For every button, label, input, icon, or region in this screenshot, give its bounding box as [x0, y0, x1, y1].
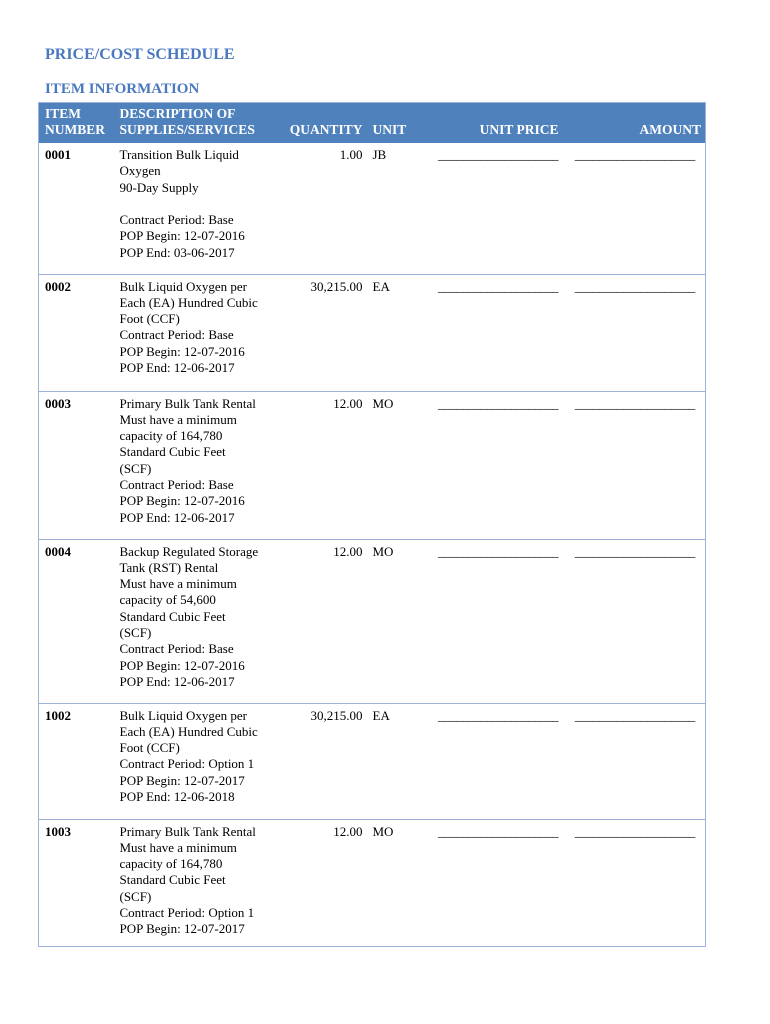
- item-unit: MO: [367, 539, 422, 703]
- amount-blank[interactable]: ____________________: [563, 539, 706, 703]
- item-unit: JB: [367, 143, 422, 274]
- item-number: 1002: [39, 703, 114, 819]
- item-number: 0001: [39, 143, 114, 274]
- unit-price-blank[interactable]: ____________________: [432, 143, 563, 274]
- table-row: [39, 703, 706, 819]
- table-row: [39, 143, 706, 274]
- table-row: [39, 274, 706, 391]
- table-row: [39, 819, 706, 946]
- unit-price-blank[interactable]: ____________________: [432, 391, 563, 539]
- header-amount: AMOUNT: [563, 103, 706, 144]
- item-unit: MO: [372, 823, 394, 839]
- item-quantity: 12.00: [333, 823, 363, 839]
- item-description: Primary Bulk Tank Rental Must have a minimum capacity of 164,780 Standard Cubic Feet (SCF) Contract Period: Base POP Begin: 12-07-2016 POP End: 12-06-2017: [114, 391, 279, 539]
- item-unit: EA: [367, 703, 422, 819]
- item-description: Backup Regulated Storage Tank (RST) Rental Must have a minimum capacity of 54,600 Standard Cubic Feet (SCF) Contract Period: Base POP Begin: 12-07-2016 POP End: 12-06-2017: [114, 539, 279, 703]
- amount-blank[interactable]: ____________________: [563, 143, 706, 274]
- item-quantity: 12.00: [279, 539, 367, 703]
- unit-price-blank[interactable]: ____________________: [432, 539, 563, 703]
- header-unit: UNIT: [367, 103, 422, 144]
- header-description: DESCRIPTION OF SUPPLIES/SERVICES: [114, 103, 279, 144]
- item-number: 1003: [45, 823, 71, 839]
- price-schedule-table: [38, 102, 706, 947]
- table-row: [39, 391, 706, 539]
- table-header-row: [39, 103, 706, 144]
- item-number: 0004: [39, 539, 114, 703]
- header-unit-price: UNIT PRICE: [432, 103, 563, 144]
- unit-price-blank[interactable]: ____________________: [438, 823, 558, 839]
- item-quantity: 1.00: [279, 143, 367, 274]
- item-quantity: 30,215.00: [279, 703, 367, 819]
- page-title: PRICE/COST SCHEDULE: [45, 46, 235, 63]
- item-number: 0003: [39, 391, 114, 539]
- amount-blank[interactable]: ____________________: [563, 391, 706, 539]
- item-description: Primary Bulk Tank Rental Must have a minimum capacity of 164,780 Standard Cubic Feet (SCF) Contract Period: Option 1 POP Begin: 12-07-2017: [119, 823, 256, 937]
- item-quantity: 12.00: [279, 391, 367, 539]
- item-quantity: 30,215.00: [279, 274, 367, 391]
- item-description: Bulk Liquid Oxygen per Each (EA) Hundred Cubic Foot (CCF) Contract Period: Option 1 POP Begin: 12-07-2017 POP End: 12-06-2018: [114, 703, 279, 819]
- header-quantity: QUANTITY: [279, 103, 367, 144]
- item-number: 0002: [39, 274, 114, 391]
- item-description: Bulk Liquid Oxygen per Each (EA) Hundred Cubic Foot (CCF) Contract Period: Base POP Begin: 12-07-2016 POP End: 12-06-2017: [114, 274, 279, 391]
- item-description: Transition Bulk Liquid Oxygen 90-Day Supply Contract Period: Base POP Begin: 12-07-2016 POP End: 03-06-2017: [114, 143, 279, 274]
- unit-price-blank[interactable]: ____________________: [432, 703, 563, 819]
- item-unit: EA: [367, 274, 422, 391]
- unit-price-blank[interactable]: ____________________: [432, 274, 563, 391]
- amount-blank[interactable]: ____________________: [574, 823, 695, 839]
- amount-blank[interactable]: ____________________: [563, 274, 706, 391]
- header-item-number: ITEM NUMBER: [39, 103, 114, 144]
- table-row: [39, 539, 706, 703]
- amount-blank[interactable]: ____________________: [563, 703, 706, 819]
- section-title: ITEM INFORMATION: [45, 81, 200, 97]
- item-unit: MO: [367, 391, 422, 539]
